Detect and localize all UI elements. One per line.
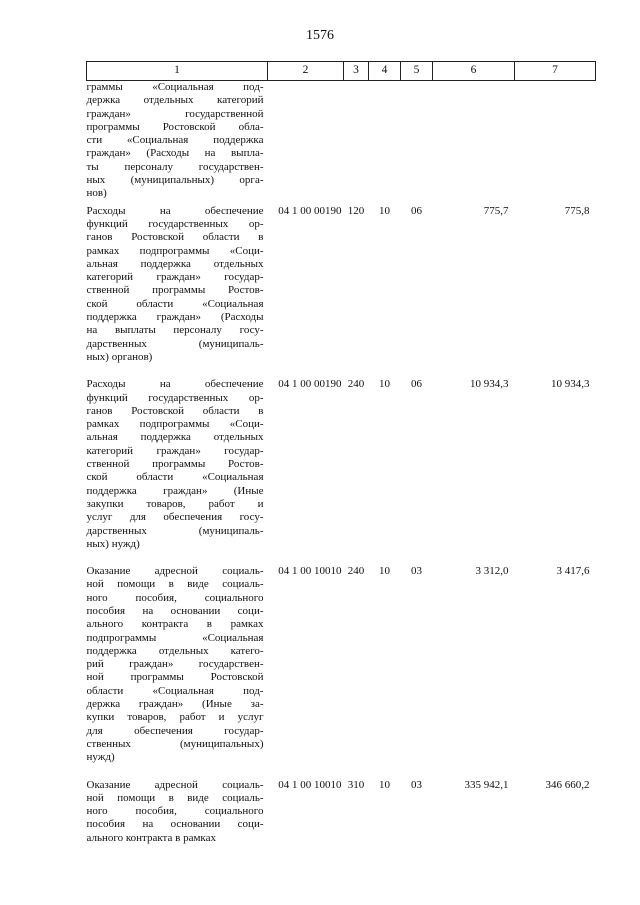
description-line: пособия на основании соци- <box>86 818 264 831</box>
row-vr: 120 <box>347 204 365 217</box>
row-description <box>87 374 268 561</box>
description-line: ных) органов) <box>86 350 153 363</box>
table-row <box>87 81 596 201</box>
row-description <box>87 775 268 855</box>
row-rz: 10 <box>379 778 390 791</box>
description-line: на выплаты персоналу госу- <box>86 324 264 337</box>
description-line: категорий граждан» государ- <box>86 444 264 457</box>
table-row <box>87 374 596 561</box>
description-line: ственной программы Ростов- <box>86 458 264 471</box>
description-line: Оказание адресной социаль- <box>86 565 264 578</box>
row-pr <box>401 81 433 201</box>
row-rz: 10 <box>379 204 390 217</box>
description-line: нов) <box>86 187 107 200</box>
description-line: ных (муниципальных) орга- <box>86 174 264 187</box>
row-rz <box>369 81 401 201</box>
description-line: граждан» (Расходы на выпла- <box>86 147 264 160</box>
description-line: программы Ростовской обла- <box>86 120 264 133</box>
row-pr: 06 <box>411 378 422 391</box>
description-line: граждан» государственной <box>86 107 264 120</box>
description-line: граммы «Социальная под- <box>86 81 264 93</box>
row-year1-amount <box>433 81 515 201</box>
description-line: ганов Ростовской области в <box>86 404 264 417</box>
description-line: нужд) <box>86 751 115 764</box>
description-line: ного пособия, социального <box>86 591 264 604</box>
column-header-1: 1 <box>87 62 268 81</box>
row-rz: 10 <box>379 378 390 391</box>
description-line: держка граждан» (Иные за- <box>86 698 264 711</box>
description-line: сти «Социальная поддержка <box>86 134 264 147</box>
description-line: рамках подпрограммы «Соци- <box>86 418 264 431</box>
row-year1-amount: 775,7 <box>483 204 509 217</box>
description-line: пособия на основании соци- <box>86 604 264 617</box>
description-line: ной программы Ростовской <box>86 671 264 684</box>
description-line: Расходы на обеспечение <box>86 204 264 217</box>
description-line: ной помощи в виде социаль- <box>86 791 264 804</box>
row-code: 04 1 00 00190 <box>278 378 342 391</box>
description-line: альная поддержка отдельных <box>86 257 264 270</box>
row-description <box>87 561 268 774</box>
page-number: 1576 <box>306 28 334 43</box>
row-code: 04 1 00 10010 <box>278 565 342 578</box>
row-pr: 03 <box>411 565 422 578</box>
row-vr <box>344 81 369 201</box>
row-description <box>87 81 268 201</box>
table-body <box>87 81 596 856</box>
row-year2-amount: 775,8 <box>564 204 590 217</box>
column-header-5: 5 <box>401 62 433 81</box>
row-year2-amount: 3 417,6 <box>556 565 590 578</box>
description-line: услуг для обеспечения госу- <box>86 511 264 524</box>
row-vr: 240 <box>347 378 365 391</box>
row-year1-amount: 3 312,0 <box>475 565 509 578</box>
description-line: ального контракта в рамках <box>86 831 216 844</box>
description-line: купки товаров, работ и услуг <box>86 711 264 724</box>
description-line: поддержка граждан» (Расходы <box>86 311 264 324</box>
row-year2-amount <box>515 81 596 201</box>
column-header-3: 3 <box>344 62 369 81</box>
description-line: для обеспечения государ- <box>86 724 264 737</box>
description-line: ской области «Социальная <box>86 471 264 484</box>
row-description <box>87 201 268 375</box>
row-year1-amount: 335 942,1 <box>464 778 509 791</box>
description-line: ственных (муниципальных) <box>86 737 264 750</box>
description-line: Расходы на обеспечение <box>86 378 264 391</box>
table-row <box>87 201 596 375</box>
description-line: функций государственных ор- <box>86 217 264 230</box>
budget-table <box>86 61 596 855</box>
table-row <box>87 561 596 774</box>
description-line: альная поддержка отдельных <box>86 431 264 444</box>
column-header-7: 7 <box>515 62 596 81</box>
description-line: области «Социальная под- <box>86 684 264 697</box>
row-vr: 310 <box>347 778 365 791</box>
description-line: ной помощи в виде социаль- <box>86 578 264 591</box>
description-line: дарственных (муниципаль- <box>86 337 264 350</box>
description-line: Оказание адресной социаль- <box>86 778 264 791</box>
column-header-row <box>87 62 596 81</box>
description-line: держка отдельных категорий <box>86 94 264 107</box>
description-line: дарственных (муниципаль- <box>86 524 264 537</box>
description-line: ганов Ростовской области в <box>86 231 264 244</box>
row-code: 04 1 00 00190 <box>278 204 342 217</box>
row-year1-amount: 10 934,3 <box>470 378 509 391</box>
description-line: категорий граждан» государ- <box>86 271 264 284</box>
row-code <box>268 81 344 201</box>
description-line: функций государственных ор- <box>86 391 264 404</box>
description-line: закупки товаров, работ и <box>86 497 264 510</box>
description-line: рамках подпрограммы «Соци- <box>86 244 264 257</box>
description-line: ного пособия, социального <box>86 805 264 818</box>
row-code: 04 1 00 10010 <box>278 778 342 791</box>
row-pr: 06 <box>411 204 422 217</box>
row-vr: 240 <box>347 565 365 578</box>
row-year2-amount: 10 934,3 <box>551 378 590 391</box>
column-header-4: 4 <box>369 62 401 81</box>
description-line: ных) нужд) <box>86 537 140 550</box>
description-line: подпрограммы «Социальная <box>86 631 264 644</box>
column-header-6: 6 <box>433 62 515 81</box>
description-line: ты персоналу государствен- <box>86 160 264 173</box>
row-pr: 03 <box>411 778 422 791</box>
column-header-2: 2 <box>268 62 344 81</box>
description-line: ственной программы Ростов- <box>86 284 264 297</box>
row-year2-amount: 346 660,2 <box>545 778 590 791</box>
description-line: ального контракта в рамках <box>86 618 264 631</box>
description-line: ской области «Социальная <box>86 297 264 310</box>
description-line: рий граждан» государствен- <box>86 658 264 671</box>
description-line: поддержка отдельных катего- <box>86 644 264 657</box>
description-line: поддержка граждан» (Иные <box>86 484 264 497</box>
row-rz: 10 <box>379 565 390 578</box>
table-row <box>87 775 596 855</box>
